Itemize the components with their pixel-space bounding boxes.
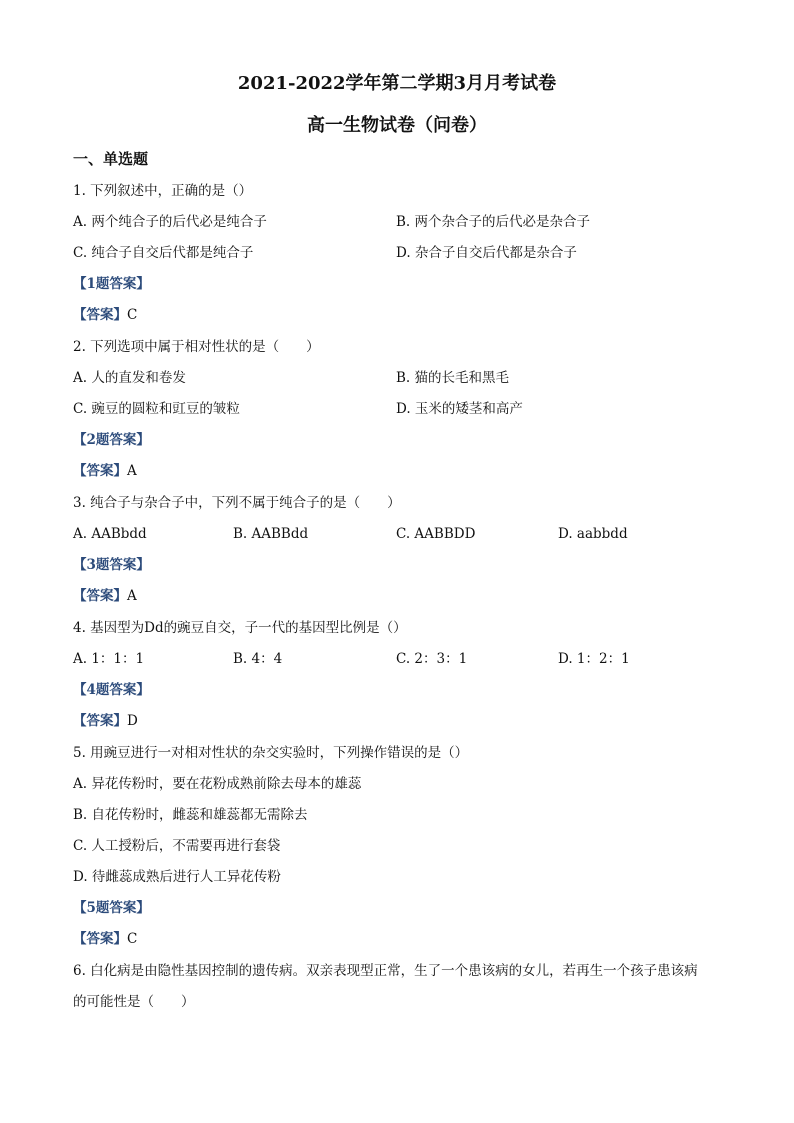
question-5-answer-header: 【5题答案】: [73, 900, 150, 916]
question-3-option-d: D. aabbdd: [558, 526, 628, 542]
question-5-option-b: B. 自花传粉时，雌蕊和雄蕊都无需除去: [73, 807, 308, 823]
answer-value: A: [127, 588, 137, 604]
question-5-option-a: A. 异花传粉时，要在花粉成熟前除去母本的雄蕊: [73, 776, 362, 792]
question-2-answer-header: 【2题答案】: [73, 432, 150, 448]
question-6-stem-line-2: 的可能性是（ ）: [73, 994, 195, 1010]
question-4-option-a: A. 1：1：1: [73, 651, 145, 667]
answer-value: C: [127, 307, 138, 323]
question-2-option-a: A. 人的直发和卷发: [73, 370, 186, 386]
question-4-answer-header: 【4题答案】: [73, 682, 150, 698]
question-1-option-a: A. 两个纯合子的后代必是纯合子: [73, 214, 267, 230]
question-2-option-c: C. 豌豆的圆粒和豇豆的皱粒: [73, 401, 240, 417]
answer-tag: 【答案】: [73, 307, 127, 323]
answer-value: C: [127, 931, 138, 947]
answer-value: D: [127, 713, 138, 729]
question-4-option-c: C. 2：3：1: [396, 651, 468, 667]
question-3-option-a: A. AABbdd: [73, 526, 147, 542]
question-1-option-c: C. 纯合子自交后代都是纯合子: [73, 245, 254, 261]
question-6-stem-line-1: 6. 白化病是由隐性基因控制的遗传病。双亲表现型正常，生了一个患该病的女儿，若再生一个孩子患该病: [73, 963, 698, 979]
question-4-option-b: B. 4：4: [233, 651, 283, 667]
question-3-stem: 3. 纯合子与杂合子中，下列不属于纯合子的是（ ）: [73, 495, 401, 511]
question-2-option-b: B. 猫的长毛和黑毛: [396, 370, 510, 386]
question-5-option-c: C. 人工授粉后，不需要再进行套袋: [73, 838, 281, 854]
answer-value: A: [127, 463, 137, 479]
question-5-stem: 5. 用豌豆进行一对相对性状的杂交实验时，下列操作错误的是（）: [73, 745, 469, 761]
question-4-stem: 4. 基因型为Dd的豌豆自交，子一代的基因型比例是（）: [73, 620, 407, 636]
question-3-option-b: B. AABBdd: [233, 526, 309, 542]
answer-tag: 【答案】: [73, 713, 127, 729]
question-1-option-b: B. 两个杂合子的后代必是杂合子: [396, 214, 591, 230]
question-2-stem: 2. 下列选项中属于相对性状的是（ ）: [73, 339, 320, 355]
question-3-option-c: C. AABBDD: [396, 526, 476, 542]
question-1-answer: [73, 305, 137, 325]
question-4-option-d: D. 1：2：1: [558, 651, 630, 667]
page-title: 2021-2022学年第二学期3月月考试卷: [237, 73, 557, 94]
answer-tag: 【答案】: [73, 931, 127, 947]
question-5-option-d: D. 待雌蕊成熟后进行人工异花传粉: [73, 869, 281, 885]
answer-tag: 【答案】: [73, 588, 127, 604]
question-3-answer-header: 【3题答案】: [73, 557, 150, 573]
question-1-option-d: D. 杂合子自交后代都是杂合子: [396, 245, 577, 261]
question-3-answer: [73, 586, 137, 606]
question-4-answer: [73, 711, 138, 731]
page-subtitle: 高一生物试卷（问卷）: [307, 115, 487, 136]
question-5-answer: [73, 929, 137, 949]
answer-tag: 【答案】: [73, 463, 127, 479]
section-heading: 一、单选题: [73, 150, 149, 168]
question-1-stem: 1. 下列叙述中，正确的是（）: [73, 183, 253, 199]
question-2-option-d: D. 玉米的矮茎和高产: [396, 401, 523, 417]
question-1-answer-header: 【1题答案】: [73, 276, 150, 292]
question-2-answer: [73, 461, 137, 481]
